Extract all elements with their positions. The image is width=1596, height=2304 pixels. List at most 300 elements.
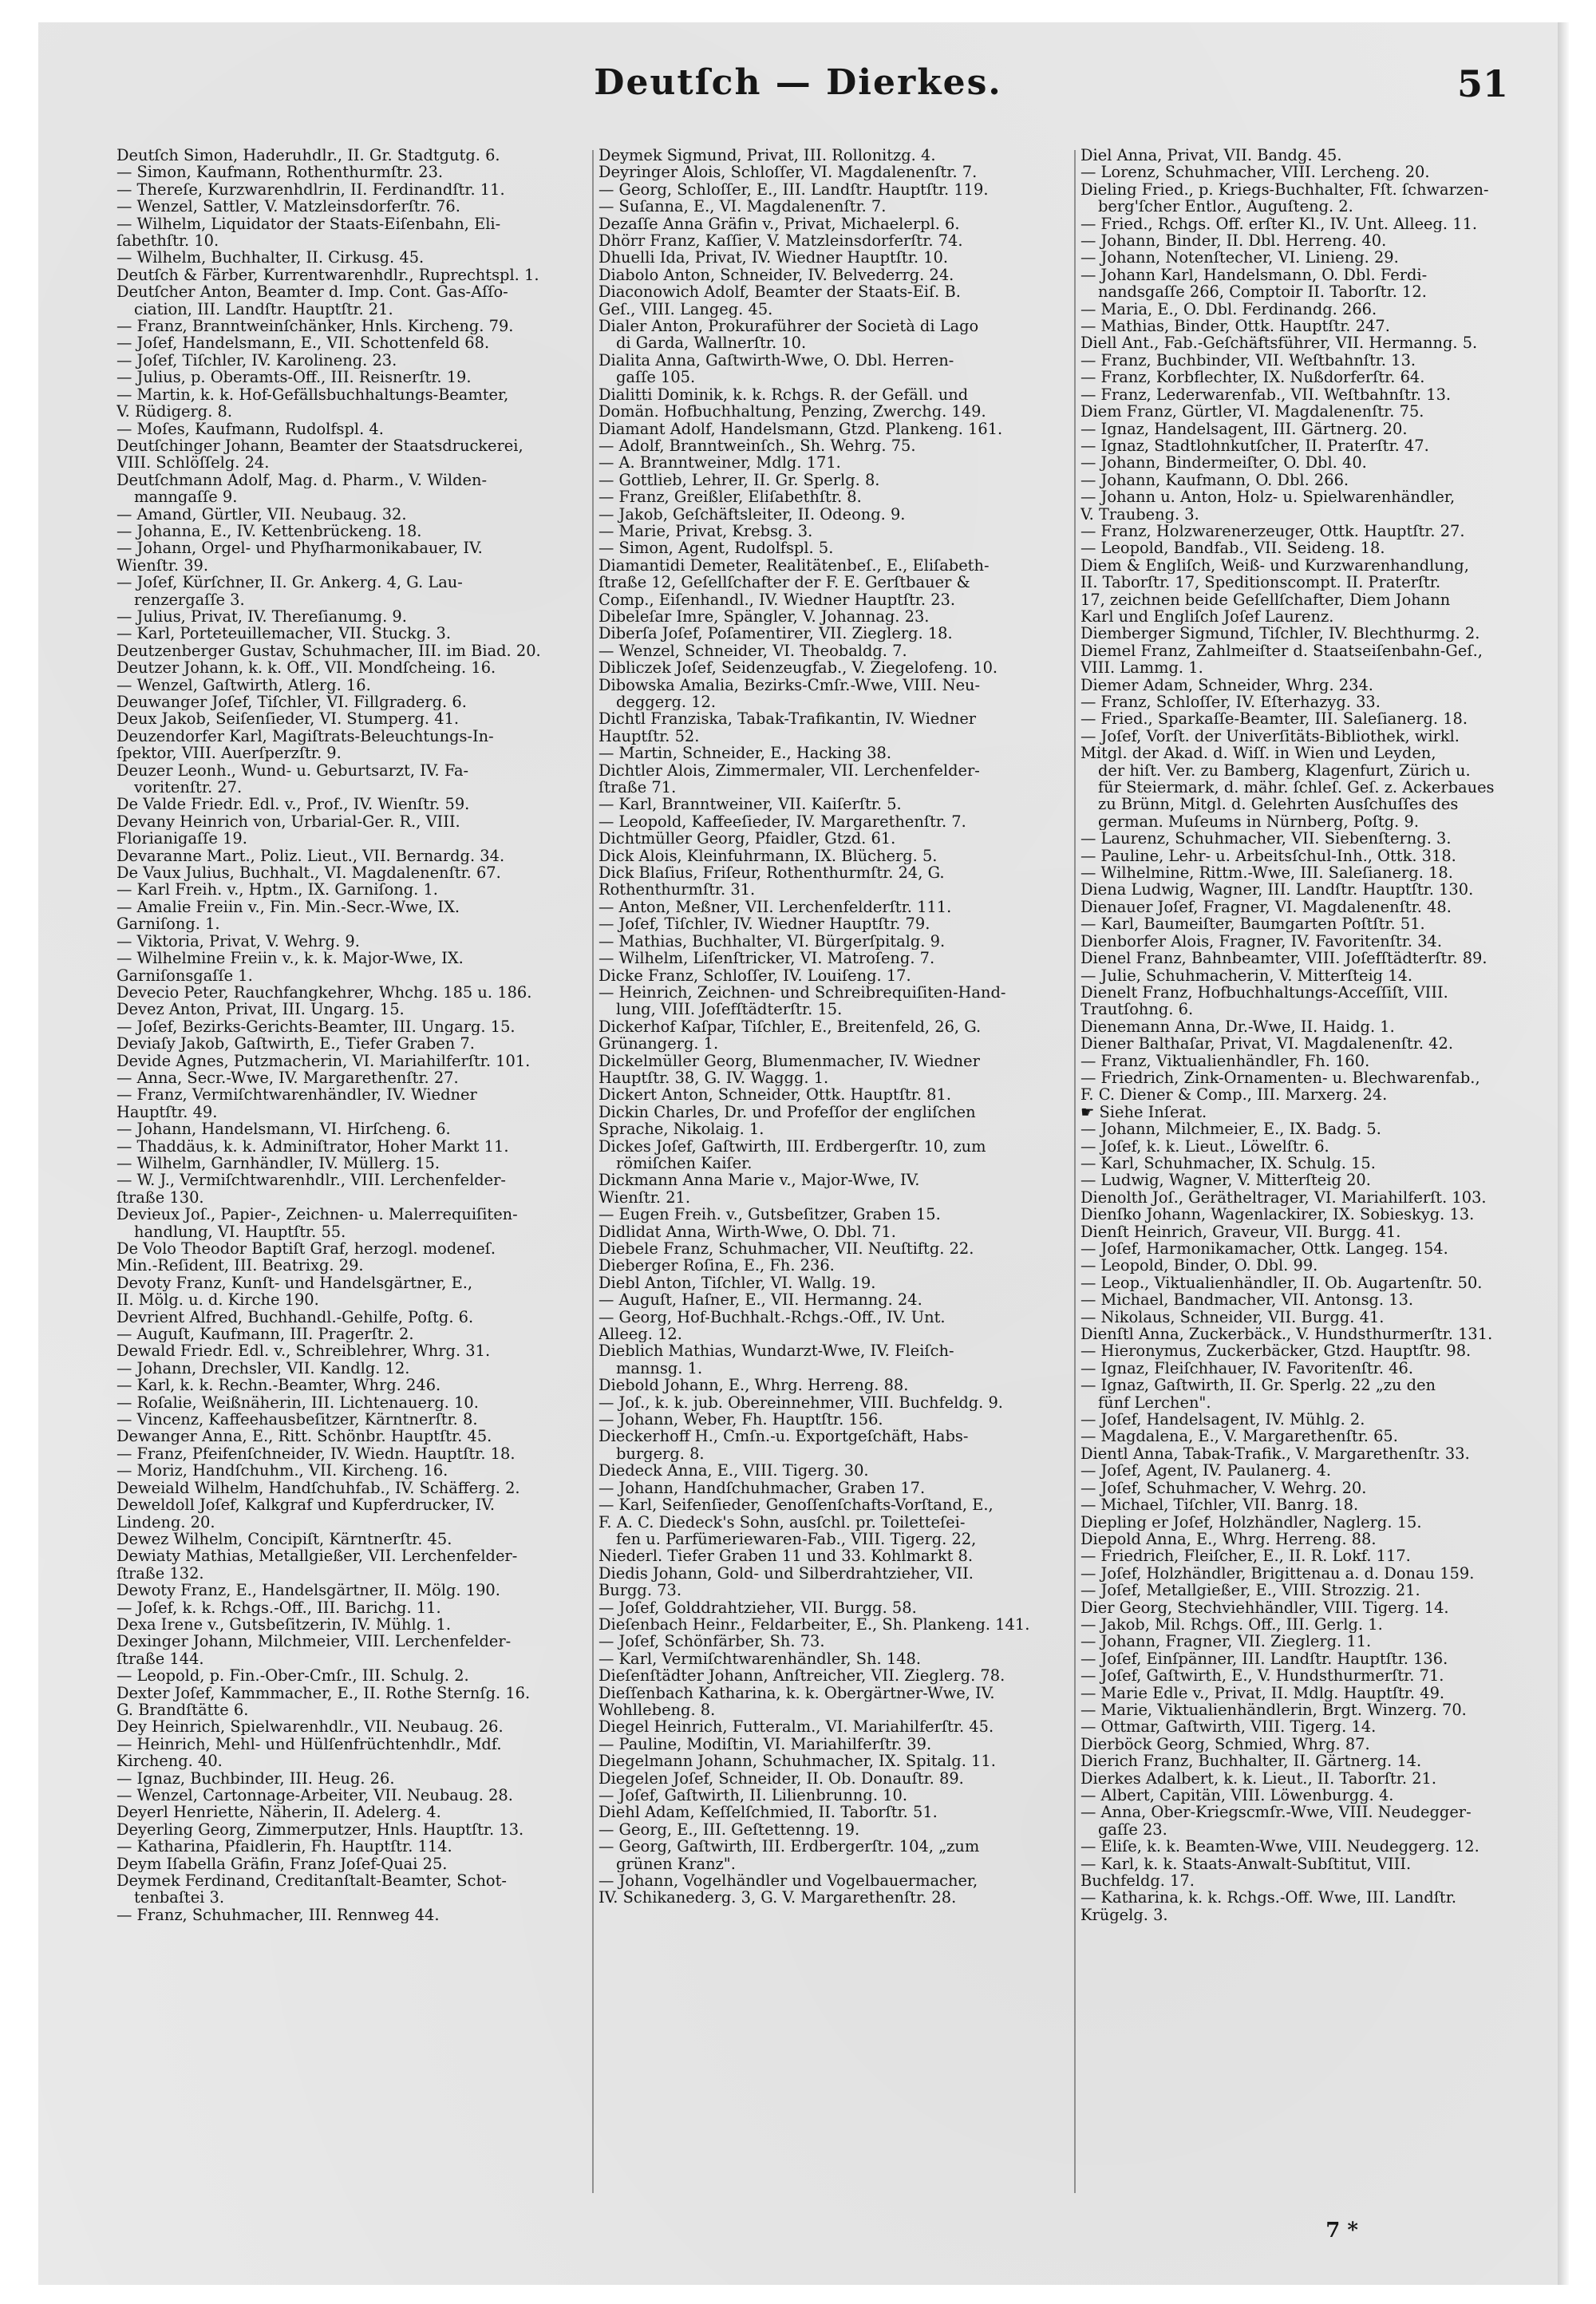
directory-line: Dienſko Johann, Wagenlackirer, IX. Sobieskyg. 13. bbox=[1080, 1206, 1475, 1223]
directory-line: — Friedrich, Zink-Ornamenten- u. Blechwarenfab., bbox=[1080, 1069, 1480, 1087]
directory-line: — Johann, Kaufmann, O. Dbl. 266. bbox=[1080, 471, 1349, 489]
directory-line: Diamant Adolf, Handelsmann, Gtzd. Plankeng. 161. bbox=[598, 420, 1003, 437]
directory-line: Dick Alois, Kleinfuhrmann, IX. Blücherg. 5. bbox=[598, 847, 938, 865]
directory-line: — Simon, Agent, Rudolfspl. 5. bbox=[598, 539, 834, 557]
directory-line: Dialita Anna, Gaſtwirth-Wwe, O. Dbl. Herren- bbox=[598, 351, 954, 370]
directory-line: Dewald Friedr. Edl. v., Schreiblehrer, Whrg. 31. bbox=[117, 1342, 491, 1360]
directory-line: — Ludwig, Wagner, V. Mitterſteig 20. bbox=[1080, 1172, 1371, 1189]
directory-line: II. Mölg. u. d. Kirche 190. bbox=[117, 1291, 319, 1309]
directory-line: Dickerhof Kaſpar, Tiſchler, E., Breitenfeld, 26, G. bbox=[598, 1018, 982, 1036]
directory-line: Dibeleſar Imre, Spängler, V. Johannag. 23. bbox=[598, 607, 930, 626]
directory-line: Domän. Hofbuchhaltung, Penzing, Zwerchg. 149. bbox=[598, 403, 986, 421]
directory-line: Dienauer Joſef, Fragner, VI. Magdalenenſtr. 48. bbox=[1080, 898, 1452, 916]
directory-line: Mitgl. der Akad. d. Wiſſ. in Wien und Leyden, bbox=[1080, 745, 1436, 762]
directory-line: — Marie Edle v., Privat, II. Mdlg. Hauptſtr. 49. bbox=[1080, 1684, 1445, 1701]
directory-line: — Amand, Gürtler, VII. Neubaug. 32. bbox=[117, 505, 407, 523]
directory-line: De Valde Friedr. Edl. v., Prof., IV. Wienſtr. 59. bbox=[117, 796, 470, 813]
directory-line: Diem Franz, Gürtler, VI. Magdalenenſtr. 75. bbox=[1080, 403, 1424, 421]
directory-line: Niederl. Tiefer Graben 11 und 33. Kohlmarkt 8. bbox=[598, 1547, 974, 1565]
directory-line: Deuzer Leonh., Wund- u. Geburtsarzt, IV. Fa- bbox=[117, 761, 469, 780]
directory-line: Krügelg. 3. bbox=[1080, 1906, 1168, 1924]
directory-line: — Michael, Tiſchler, VII. Banrg. 18. bbox=[1080, 1496, 1359, 1514]
directory-line: — Martin, Schneider, E., Hacking 38. bbox=[598, 745, 892, 762]
directory-line: — Joſef, k. k. Rchgs.-Off., III. Barichg. 11. bbox=[117, 1599, 441, 1616]
directory-line: — Franz, Vermiſchtwarenhändler, IV. Wiedner bbox=[117, 1086, 477, 1104]
directory-line: — Johann, Weber, Fh. Hauptſtr. 156. bbox=[598, 1411, 883, 1429]
directory-line: — Wilhelmine, Rittm.-Wwe, III. Saleſianerg. 18. bbox=[1080, 864, 1453, 882]
directory-line: der hiſt. Ver. zu Bamberg, Klagenfurt, Zürich u. bbox=[1098, 761, 1471, 780]
directory-line: — Julius, p. Oberamts-Off., III. Reisnerſtr. 19. bbox=[117, 369, 472, 386]
directory-line: — Joſef, Tiſchler, IV. Wiedner Hauptſtr. 79. bbox=[598, 915, 930, 933]
directory-line: tenbaſtei 3. bbox=[134, 1889, 225, 1907]
directory-line: — Michael, Bandmacher, VII. Antonsg. 13. bbox=[1080, 1291, 1414, 1309]
directory-line: — Joſef, Holzhändler, Brigittenau a. d. Donau 159. bbox=[1080, 1564, 1475, 1583]
directory-line: Diabolo Anton, Schneider, IV. Belvederrg. 24. bbox=[598, 266, 954, 284]
directory-line: — Franz, Buchbinder, VII. Weſtbahnſtr. 13. bbox=[1080, 351, 1416, 370]
directory-line: — Joſef, Handelsmann, E., VII. Schottenfeld 68. bbox=[117, 334, 490, 352]
directory-line: De Volo Theodor Baptiſt Graf, herzogl. modeneſ. bbox=[117, 1240, 496, 1258]
column-3 bbox=[1080, 147, 1550, 2198]
directory-line: Deym Iſabella Gräfin, Franz Joſef-Quai 25. bbox=[117, 1855, 448, 1873]
directory-line: Dieckerhoff H., Cmſn.-u. Exportgeſchäft, Habs- bbox=[598, 1428, 969, 1445]
directory-line: — Martin, k. k. Hof-Gefällsbuchhaltungs-Beamter, bbox=[117, 385, 509, 404]
directory-line: — Johann, Orgel- und Phyſharmonikabauer, IV. bbox=[117, 539, 483, 557]
directory-line: — Karl, Baumeiſter, Baumgarten Poſtſtr. 51. bbox=[1080, 915, 1425, 933]
directory-line: — Karl Freih. v., Hptm., IX. Garniſong. 1. bbox=[117, 881, 438, 899]
directory-line: — Georg, Schloſſer, E., III. Landſtr. Hauptſtr. 119. bbox=[598, 180, 989, 199]
directory-line: — Johann, Drechsler, VII. Kandlg. 12. bbox=[117, 1359, 410, 1377]
directory-line: — Moriz, Handſchuhm., VII. Kircheng. 16. bbox=[117, 1462, 448, 1480]
directory-line: — Joſef, Agent, IV. Paulanerg. 4. bbox=[1080, 1462, 1332, 1480]
directory-line: Devany Heinrich von, Urbarial-Ger. R., VIII. bbox=[117, 812, 460, 831]
directory-line: ſtraße 132. bbox=[117, 1564, 204, 1583]
directory-line: Wienſtr. 39. bbox=[117, 556, 209, 575]
directory-line: Kircheng. 40. bbox=[117, 1753, 223, 1770]
directory-line: Deuwanger Joſef, Tiſchler, VI. Fillgraderg. 6. bbox=[117, 694, 467, 711]
directory-line: — Karl, k. k. Rechn.-Beamter, Whrg. 246. bbox=[117, 1377, 441, 1394]
directory-line: — Ignaz, Gaſtwirth, II. Gr. Sperlg. 22 „zu den bbox=[1080, 1377, 1436, 1394]
directory-line: Deutzenberger Gustav, Schuhmacher, III. im Biad. 20. bbox=[117, 642, 541, 660]
directory-line: — Leop., Viktualienhändler, II. Ob. Augartenſtr. 50. bbox=[1080, 1274, 1483, 1292]
directory-line: — Wilhelm, Garnhändler, IV. Müllerg. 15. bbox=[117, 1154, 440, 1172]
directory-line: — Johann, Bindermeiſter, O. Dbl. 40. bbox=[1080, 454, 1367, 472]
directory-line: — Joſef, Bezirks-Gerichts-Beamter, III. Ungarg. 15. bbox=[117, 1018, 516, 1036]
directory-line: — Eliſe, k. k. Beamten-Wwe, VIII. Neudeggerg. 12. bbox=[1080, 1838, 1479, 1855]
directory-line: Dienſt Heinrich, Graveur, VII. Burgg. 41. bbox=[1080, 1223, 1401, 1240]
directory-line: — Magdalena, E., V. Margarethenſtr. 65. bbox=[1080, 1428, 1398, 1445]
directory-line: Diemberger Sigmund, Tiſchler, IV. Blechthurmg. 2. bbox=[1080, 625, 1480, 642]
directory-line: — Auguſt, Kaufmann, III. Pragerſtr. 2. bbox=[117, 1326, 414, 1343]
directory-line: V. Traubeng. 3. bbox=[1080, 505, 1199, 523]
directory-line: — Lorenz, Schuhmacher, VIII. Lercheng. 20. bbox=[1080, 164, 1430, 181]
directory-line: Diegel Heinrich, Futteralm., VI. Mariahilferſtr. 45. bbox=[598, 1718, 994, 1736]
directory-line: — Wenzel, Schneider, VI. Theobaldg. 7. bbox=[598, 642, 907, 660]
directory-line: F. A. C. Diedeck's Sohn, ausſchl. pr. Toiletteſei- bbox=[598, 1513, 966, 1531]
directory-line: Didlidat Anna, Wirth-Wwe, O. Dbl. 71. bbox=[598, 1223, 896, 1240]
directory-line: — Karl, Seifenſieder, Genoſſenſchafts-Vorſtand, E., bbox=[598, 1496, 994, 1514]
directory-line: Diepold Anna, E., Whrg. Herreng. 88. bbox=[1080, 1530, 1377, 1548]
directory-line: für Steiermark, d. mähr. ſchleſ. Geſ. z. Ackerbaues bbox=[1098, 779, 1495, 796]
directory-line: Diedeck Anna, E., VIII. Tigerg. 30. bbox=[598, 1462, 869, 1480]
directory-line: Diel Anna, Privat, VII. Bandg. 45. bbox=[1080, 147, 1342, 164]
columns bbox=[117, 147, 1545, 2198]
directory-line: Dey Heinrich, Spielwarenhdlr., VII. Neubaug. 26. bbox=[117, 1718, 504, 1736]
directory-line: — Franz, Lederwarenfab., VII. Weſtbahnſtr. 13. bbox=[1080, 385, 1452, 404]
directory-line: fünf Lerchen". bbox=[1098, 1393, 1211, 1412]
directory-line: Diebele Franz, Schuhmacher, VII. Neuſtiftg. 22. bbox=[598, 1240, 974, 1258]
directory-line: gaſſe 105. bbox=[616, 369, 696, 386]
directory-line: Dickert Anton, Schneider, Ottk. Hauptſtr. 81. bbox=[598, 1086, 951, 1104]
directory-line: Diaconowich Adolf, Beamter der Staats-Eiſ. B. bbox=[598, 283, 961, 301]
directory-line: — Nikolaus, Schneider, VII. Burgg. 41. bbox=[1080, 1308, 1385, 1326]
directory-line: — Wilhelm, Liquidator der Staats-Eiſenbahn, Eli- bbox=[117, 215, 501, 233]
directory-line: ſtraße 144. bbox=[117, 1650, 204, 1668]
directory-line: — Georg, E., III. Geſtettenng. 19. bbox=[598, 1820, 860, 1839]
directory-line: Dialitti Dominik, k. k. Rchgs. R. der Gefäll. und bbox=[598, 385, 969, 404]
directory-line: Dienel Franz, Bahnbeamter, VIII. Joſefſtädterſtr. 89. bbox=[1080, 950, 1487, 967]
directory-line: — Fried., Sparkaſſe-Beamter, III. Saleſianerg. 18. bbox=[1080, 710, 1468, 728]
directory-line: Dierböck Georg, Schmied, Whrg. 87. bbox=[1080, 1735, 1370, 1753]
directory-line: Min.-Reſident, III. Beatrixg. 29. bbox=[117, 1257, 364, 1275]
directory-line: Deviaſy Jakob, Gaſtwirth, E., Tiefer Graben 7. bbox=[117, 1035, 475, 1053]
directory-line: — Ignaz, Fleiſchhauer, IV. Favoritenſtr. 46. bbox=[1080, 1359, 1413, 1377]
directory-line: — Laurenz, Schuhmacher, VII. Siebenſterng. 3. bbox=[1080, 830, 1452, 848]
directory-line: Deyerling Georg, Zimmerputzer, Hnls. Hauptſtr. 13. bbox=[117, 1820, 524, 1839]
directory-line: Dexter Joſef, Kammmacher, E., II. Rothe Sternſg. 16. bbox=[117, 1684, 531, 1701]
directory-line: Deymek Ferdinand, Creditanſtalt-Beamter, Schot- bbox=[117, 1872, 507, 1890]
directory-line: — Leopold, Kaffeeſieder, IV. Margarethenſtr. 7. bbox=[598, 812, 966, 831]
directory-line: — Franz, Korbflechter, IX. Nußdorferſtr. 64. bbox=[1080, 369, 1425, 386]
directory-line: Florianigaſſe 19. bbox=[117, 830, 247, 848]
directory-line: Deutſch Simon, Haderuhdlr., II. Gr. Stadtgutg. 6. bbox=[117, 147, 500, 164]
directory-line: Devez Anton, Privat, III. Ungarg. 15. bbox=[117, 1001, 405, 1018]
directory-line: — Joſef, Schönfärber, Sh. 73. bbox=[598, 1633, 825, 1650]
directory-line: deggerg. 12. bbox=[616, 694, 717, 711]
directory-line: Dienemann Anna, Dr.-Wwe, II. Haidg. 1. bbox=[1080, 1018, 1395, 1036]
directory-line: Grünangerg. 1. bbox=[598, 1035, 719, 1053]
column-2 bbox=[598, 147, 1068, 2198]
directory-line: — Wenzel, Cartonnage-Arbeiter, VII. Neubaug. 28. bbox=[117, 1787, 513, 1804]
directory-line: Diepling er Joſef, Holzhändler, Naglerg. 15. bbox=[1080, 1513, 1422, 1531]
directory-line: nandsgaſſe 266, Comptoir II. Taborſtr. 12. bbox=[1098, 283, 1427, 301]
directory-line: manngaſſe 9. bbox=[134, 488, 238, 506]
directory-line: — Jakob, Mil. Rchgs. Off., III. Gerlg. 1. bbox=[1080, 1615, 1383, 1634]
directory-line: ſtraße 130. bbox=[117, 1188, 204, 1207]
directory-line: Dienborfer Alois, Fragner, IV. Favoritenſtr. 34. bbox=[1080, 932, 1443, 950]
directory-line: fen u. Parfümeriewaren-Fab., VIII. Tigerg. 22, bbox=[616, 1530, 977, 1548]
directory-line: — Thereſe, Kurzwarenhdlrin, II. Ferdinandſtr. 11. bbox=[117, 180, 505, 199]
directory-line: — Johann, Handſchuhmacher, Graben 17. bbox=[598, 1479, 926, 1497]
directory-line: Deyringer Alois, Schloſſer, VI. Magdalenenſtr. 7. bbox=[598, 164, 978, 181]
directory-line: Dhuelli Ida, Privat, IV. Wiedner Hauptſtr. 10. bbox=[598, 249, 948, 267]
directory-line: — Vincenz, Kaffeehausbeſitzer, Kärntnerſtr. 8. bbox=[117, 1411, 478, 1429]
directory-line: — Heinrich, Zeichnen- und Schreibrequiſiten-Hand- bbox=[598, 983, 1006, 1002]
directory-line: — Fried., Rchgs. Off. erſter Kl., IV. Unt. Alleeg. 11. bbox=[1080, 215, 1478, 233]
directory-line: Trautſohng. 6. bbox=[1080, 1001, 1194, 1018]
directory-line: Deutſch & Färber, Kurrentwarenhdlr., Ruprechtspl. 1. bbox=[117, 266, 539, 284]
directory-line: Dick Blaſius, Friſeur, Rothenthurmſtr. 24, G. bbox=[598, 864, 945, 882]
directory-line: — Pauline, Lehr- u. Arbeitsſchul-Inh., Ottk. 318. bbox=[1080, 847, 1456, 865]
directory-line: — Eugen Freih. v., Gutsbeſitzer, Graben 15. bbox=[598, 1206, 941, 1223]
directory-line: — Anton, Meßner, VII. Lerchenfelderſtr. 111. bbox=[598, 898, 952, 916]
directory-line: Dexinger Johann, Milchmeier, VIII. Lerchenfelder- bbox=[117, 1633, 512, 1650]
directory-line: — Simon, Kaufmann, Rothenthurmſtr. 23. bbox=[117, 164, 444, 181]
directory-line: Deutſcher Anton, Beamter d. Imp. Cont. Gas-Aſſo- bbox=[117, 283, 508, 301]
directory-line: — Johann, Notenſtecher, VI. Linieng. 29. bbox=[1080, 249, 1399, 267]
directory-line: Burgg. 73. bbox=[598, 1582, 681, 1599]
directory-line: Dieblich Mathias, Wundarzt-Wwe, IV. Fleiſch- bbox=[598, 1342, 954, 1360]
directory-line: ☛ Siehe Inſerat. bbox=[1080, 1103, 1207, 1121]
directory-line: — Joſef, Handelsagent, IV. Mühlg. 2. bbox=[1080, 1411, 1365, 1429]
directory-line: — Wenzel, Sattler, V. Matzleinsdorferſtr. 76. bbox=[117, 198, 460, 215]
directory-line: Diebold Johann, E., Whrg. Herreng. 88. bbox=[598, 1377, 909, 1394]
directory-line: Devieux Joſ., Papier-, Zeichnen- u. Malerrequiſiten- bbox=[117, 1206, 518, 1223]
directory-line: — A. Branntweiner, Mdlg. 171. bbox=[598, 454, 841, 472]
directory-line: Garniſong. 1. bbox=[117, 915, 220, 933]
directory-line: ſpektor, VIII. Auerſperzſtr. 9. bbox=[117, 745, 342, 762]
directory-line: Dieſenſtädter Johann, Anſtreicher, VII. Zieglerg. 78. bbox=[598, 1667, 1005, 1685]
signature-mark: 7 * bbox=[1325, 2219, 1358, 2243]
directory-line: — Karl, k. k. Staats-Anwalt-Subſtitut, VIII. bbox=[1080, 1855, 1412, 1873]
directory-line: — Joſef, Vorſt. der Univerſitäts-Bibliothek, wirkl. bbox=[1080, 727, 1460, 745]
directory-line: — Leopold, Binder, O. Dbl. 99. bbox=[1080, 1257, 1318, 1275]
directory-line: — Katharina, Pfaidlerin, Fh. Hauptſtr. 114. bbox=[117, 1838, 452, 1855]
directory-line: Devoty Franz, Kunſt- und Handelsgärtner, E., bbox=[117, 1274, 473, 1292]
directory-line: Dichtl Franziska, Tabak-Trafikantin, IV. Wiedner bbox=[598, 710, 977, 728]
directory-line: VIII. Schlöſſelg. 24. bbox=[117, 454, 270, 472]
directory-line: Deweiald Wilhelm, Handſchuhfab., IV. Schäfferg. 2. bbox=[117, 1479, 520, 1497]
directory-line: — Julius, Privat, IV. Thereſianumg. 9. bbox=[117, 607, 407, 626]
directory-line: mannsg. 1. bbox=[616, 1359, 703, 1377]
directory-line: — Mathias, Buchhalter, VI. Bürgerſpitalg. 9. bbox=[598, 932, 946, 950]
directory-line: — Karl, Schuhmacher, IX. Schulg. 15. bbox=[1080, 1154, 1376, 1172]
directory-line: Diegelmann Johann, Schuhmacher, IX. Spitalg. 11. bbox=[598, 1753, 996, 1770]
directory-line: — Joſef, Metallgießer, E., VIII. Strozzig. 21. bbox=[1080, 1582, 1420, 1599]
directory-line: lung, VIII. Joſefſtädterſtr. 15. bbox=[616, 1001, 843, 1018]
directory-line: Dierich Franz, Buchhalter, II. Gärtnerg. 14. bbox=[1080, 1753, 1422, 1770]
directory-line: — Johann Karl, Handelsmann, O. Dbl. Ferdi- bbox=[1080, 266, 1428, 284]
directory-line: Dewez Wilhelm, Concipiſt, Kärntnerſtr. 45. bbox=[117, 1530, 452, 1548]
directory-line: Dichtler Alois, Zimmermaler, VII. Lerchenfelder- bbox=[598, 761, 980, 780]
directory-line: handlung, VI. Hauptſtr. 55. bbox=[134, 1223, 346, 1240]
directory-line: Diedis Johann, Gold- und Silberdrahtzieher, VII. bbox=[598, 1564, 974, 1583]
directory-line: — Franz, Branntweinſchänker, Hnls. Kircheng. 79. bbox=[117, 318, 514, 335]
directory-line: Diemel Franz, Zahlmeiſter d. Staatseiſenbahn-Geſ., bbox=[1080, 642, 1483, 660]
directory-line: — Leopold, p. Fin.-Ober-Cmſr., III. Schulg. 2. bbox=[117, 1667, 469, 1685]
directory-line: Dibliczek Joſef, Seidenzeugfab., V. Ziegelofeng. 10. bbox=[598, 659, 998, 677]
directory-line: — Julie, Schuhmacherin, V. Mitterſteig 14. bbox=[1080, 966, 1413, 984]
directory-line: Dewiaty Mathias, Metallgießer, VII. Lerchenfelder- bbox=[117, 1547, 518, 1565]
directory-line: Dienſtl Anna, Zuckerbäck., V. Hundsthurmerſtr. 131. bbox=[1080, 1326, 1493, 1343]
directory-line: Dieling Fried., p. Kriegs-Buchhalter, Fſt. ſchwarzen- bbox=[1080, 180, 1489, 199]
directory-line: Dewanger Anna, E., Ritt. Schönbr. Hauptſtr. 45. bbox=[117, 1428, 492, 1445]
directory-line: II. Taborſtr. 17, Speditionscompt. II. Praterſtr. bbox=[1080, 574, 1441, 591]
directory-line: — Friedrich, Fleiſcher, E., II. R. Lokf. 117. bbox=[1080, 1547, 1411, 1565]
directory-line: — Franz, Schuhmacher, III. Rennweg 44. bbox=[117, 1906, 440, 1924]
directory-line: burgerg. 8. bbox=[616, 1444, 705, 1463]
directory-line: Alleeg. 12. bbox=[598, 1326, 682, 1343]
directory-line: Dier Georg, Stechviehhändler, VIII. Tigerg. 14. bbox=[1080, 1599, 1449, 1616]
directory-line: — Karl, Branntweiner, VII. Kaiſerſtr. 5. bbox=[598, 796, 902, 813]
directory-line: — Auguſt, Haſner, E., VII. Hermanng. 24. bbox=[598, 1291, 922, 1309]
directory-line: — Joſef, Gaſtwirth, II. Lilienbrunng. 10. bbox=[598, 1787, 907, 1804]
directory-line: grünen Kranz". bbox=[616, 1855, 736, 1873]
page-header bbox=[38, 62, 1558, 126]
directory-line: Devide Agnes, Putzmacherin, VI. Mariahilferſtr. 101. bbox=[117, 1052, 531, 1069]
running-title: Deutſch — Dierkes. bbox=[594, 62, 1002, 103]
directory-line: De Vaux Julius, Buchhalt., VI. Magdalenenſtr. 67. bbox=[117, 864, 501, 882]
directory-line: — Joſef, Tiſchler, IV. Karolineng. 23. bbox=[117, 351, 397, 370]
directory-line: — Franz, Greißler, Eliſabethſtr. 8. bbox=[598, 488, 862, 506]
directory-line: Dichtmüller Georg, Pfaidler, Gtzd. 61. bbox=[598, 830, 896, 848]
directory-line: Buchfeldg. 17. bbox=[1080, 1872, 1195, 1890]
directory-line: Diebl Anton, Tiſchler, VI. Wallg. 19. bbox=[598, 1274, 876, 1292]
directory-line: gaſſe 23. bbox=[1098, 1820, 1167, 1839]
directory-line: — Suſanna, E., VI. Magdalenenſtr. 7. bbox=[598, 198, 887, 215]
directory-line: — Karl, Porteteuillemacher, VII. Stuckg. 3. bbox=[117, 625, 452, 642]
directory-line: Diehl Adam, Keſſelſchmied, II. Taborſtr. 51. bbox=[598, 1804, 938, 1821]
directory-line: Dierkes Adalbert, k. k. Lieut., II. Taborſtr. 21. bbox=[1080, 1769, 1437, 1787]
directory-line: — Johann, Vogelhändler und Vogelbauermacher, bbox=[598, 1872, 978, 1890]
directory-line: Deyerl Henriette, Näherin, II. Adelerg. 4. bbox=[117, 1804, 441, 1821]
directory-line: Deutzer Johann, k. k. Off., VII. Mondſcheing. 16. bbox=[117, 659, 496, 677]
directory-line: — W. J., Vermiſchtwarenhdlr., VIII. Lerchenfelder- bbox=[117, 1172, 506, 1189]
directory-line: berg'ſcher Entlor., Auguſteng. 2. bbox=[1098, 198, 1353, 215]
directory-line: Diell Ant., Fab.-Geſchäftsführer, VII. Hermanng. 5. bbox=[1080, 334, 1478, 352]
column-1 bbox=[117, 147, 586, 2198]
directory-line: Dexa Irene v., Gutsbeſitzerin, IV. Mühlg. 1. bbox=[117, 1615, 451, 1634]
directory-line: G. Brandſtätte 6. bbox=[117, 1701, 249, 1719]
directory-line: — Gottlieb, Lehrer, II. Gr. Sperlg. 8. bbox=[598, 471, 880, 489]
directory-line: — Karl, Vermiſchtwarenhändler, Sh. 148. bbox=[598, 1650, 922, 1668]
directory-line: — Ignaz, Stadtlohnkutſcher, II. Praterſtr. 47. bbox=[1080, 437, 1429, 455]
directory-line: — Leopold, Bandfab., VII. Seideng. 18. bbox=[1080, 539, 1385, 557]
directory-line: — Ignaz, Handelsagent, III. Gärtnerg. 20. bbox=[1080, 420, 1408, 437]
directory-line: — Franz, Pfeifenſchneider, IV. Wiedn. Hauptſtr. 18. bbox=[117, 1444, 516, 1463]
directory-line: Diberſa Joſef, Poſamentirer, VII. Zieglerg. 18. bbox=[598, 625, 953, 642]
directory-line: zu Brünn, Mitgl. d. Gelehrten Ausſchuſſes des bbox=[1098, 796, 1459, 813]
directory-line: Devaranne Mart., Poliz. Lieut., VII. Bernardg. 34. bbox=[117, 847, 505, 865]
directory-line: — Marie, Viktualienhändlerin, Brgt. Winzerg. 70. bbox=[1080, 1701, 1467, 1719]
directory-line: Garniſonsgaſſe 1. bbox=[117, 966, 253, 984]
directory-line: Dienolth Joſ., Gerätheltrager, VI. Mariahilferſt. 103. bbox=[1080, 1188, 1487, 1207]
directory-line: — Hieronymus, Zuckerbäcker, Gtzd. Hauptſtr. 98. bbox=[1080, 1342, 1472, 1360]
directory-line: Dickelmüller Georg, Blumenmacher, IV. Wiedner bbox=[598, 1052, 980, 1069]
directory-line: V. Rüdigerg. 8. bbox=[117, 403, 233, 421]
directory-line: Lindeng. 20. bbox=[117, 1513, 215, 1531]
directory-line: Geſ., VIII. Langeg. 45. bbox=[598, 300, 773, 318]
directory-line: — Wilhelm, Liſenſtricker, VI. Matroſeng. 7. bbox=[598, 950, 935, 967]
directory-line: Deux Jakob, Seiſenſieder, VI. Stumperg. 41. bbox=[117, 710, 460, 728]
directory-line: Dickmann Anna Marie v., Major-Wwe, IV. bbox=[598, 1172, 920, 1189]
directory-line: — Georg, Hof-Buchhalt.-Rchgs.-Off., IV. Unt. bbox=[598, 1308, 946, 1326]
directory-line: Sprache, Nikolaig. 1. bbox=[598, 1120, 764, 1138]
directory-page bbox=[38, 22, 1558, 2285]
directory-line: Diener Balthaſar, Privat, VI. Magdalenenſtr. 42. bbox=[1080, 1035, 1454, 1053]
column-divider bbox=[592, 150, 594, 2193]
directory-line: VIII. Lammg. 1. bbox=[1080, 659, 1203, 677]
directory-line: di Garda, Wallnerſtr. 10. bbox=[616, 334, 807, 352]
directory-line: Deuzendorfer Karl, Magiſtrats-Beleuchtungs-In- bbox=[117, 727, 494, 745]
directory-line: — Anna, Secr.-Wwe, IV. Margarethenſtr. 27. bbox=[117, 1069, 459, 1087]
directory-line: — Ottmar, Gaſtwirth, VIII. Tigerg. 14. bbox=[1080, 1718, 1377, 1736]
directory-line: Dieſenbach Heinr., Feldarbeiter, E., Sh. Plankeng. 141. bbox=[598, 1615, 1030, 1634]
directory-line: Rothenthurmſtr. 31. bbox=[598, 881, 756, 899]
directory-line: Devecio Peter, Rauchfangkehrer, Whchg. 185 u. 186. bbox=[117, 983, 532, 1002]
directory-line: — Wenzel, Gaſtwirth, Atlerg. 16. bbox=[117, 676, 371, 694]
directory-line: — Maria, E., O. Dbl. Ferdinandg. 266. bbox=[1080, 300, 1377, 318]
directory-line: — Anna, Ober-Kriegscmſr.-Wwe, VIII. Neudegger- bbox=[1080, 1804, 1472, 1821]
directory-line: Hauptſtr. 52. bbox=[598, 727, 700, 745]
directory-line: Dienelt Franz, Hofbuchhaltungs-Acceſſiſt, VIII. bbox=[1080, 983, 1448, 1002]
directory-line: — Joſef, Einſpänner, III. Landſtr. Hauptſtr. 136. bbox=[1080, 1650, 1448, 1668]
directory-line: ciation, III. Landſtr. Hauptſtr. 21. bbox=[134, 300, 393, 318]
directory-line: Diegelen Joſef, Schneider, II. Ob. Donauſtr. 89. bbox=[598, 1769, 964, 1787]
directory-line: — Johann u. Anton, Holz- u. Spielwarenhändler, bbox=[1080, 488, 1456, 506]
directory-line: — Joſef, k. k. Lieut., Löwelſtr. 6. bbox=[1080, 1137, 1329, 1155]
directory-line: — Georg, Gaſtwirth, III. Erdbergerſtr. 104, „zum bbox=[598, 1838, 980, 1855]
directory-line: — Joſef, Gaſtwirth, E., V. Hundsthurmerſtr. 71. bbox=[1080, 1667, 1444, 1685]
directory-line: — Pauline, Modiſtin, VI. Mariahilferſtr. 39. bbox=[598, 1735, 932, 1753]
directory-line: Dezaſſe Anna Gräfin v., Privat, Michaelerpl. 6. bbox=[598, 215, 960, 233]
directory-line: Hauptſtr. 49. bbox=[117, 1103, 218, 1121]
directory-line: — Johann, Milchmeier, E., IX. Badg. 5. bbox=[1080, 1120, 1381, 1138]
directory-line: — Wilhelm, Buchhalter, II. Cirkusg. 45. bbox=[117, 249, 425, 267]
directory-line: Dieſſenbach Katharina, k. k. Obergärtner-Wwe, IV. bbox=[598, 1684, 995, 1701]
directory-line: Dicke Franz, Schloſſer, IV. Louiſeng. 17. bbox=[598, 966, 911, 984]
directory-line: IV. Schikanederg. 3, G. V. Margarethenſtr. 28. bbox=[598, 1889, 957, 1907]
directory-line: — Franz, Holzwarenerzeuger, Ottk. Hauptſtr. 27. bbox=[1080, 522, 1465, 540]
directory-line: german. Muſeums in Nürnberg, Poſtg. 9. bbox=[1098, 812, 1420, 831]
directory-line: Dibowska Amalia, Bezirks-Cmſr.-Wwe, VIII. Neu- bbox=[598, 676, 981, 694]
directory-line: Karl und Engliſch Joſef Laurenz. bbox=[1080, 607, 1334, 626]
directory-line: Deymek Sigmund, Privat, III. Rollonitzg. 4. bbox=[598, 147, 936, 164]
directory-line: — Mathias, Binder, Ottk. Hauptſtr. 247. bbox=[1080, 318, 1390, 335]
directory-line: — Amalie Freiin v., Fin. Min.-Secr.-Wwe, IX. bbox=[117, 898, 460, 916]
directory-line: Dieberger Roſina, E., Fh. 236. bbox=[598, 1257, 835, 1275]
directory-line: Hauptſtr. 38, G. IV. Waggg. 1. bbox=[598, 1069, 829, 1087]
directory-line: renzergaſſe 3. bbox=[134, 591, 245, 608]
directory-line: — Johanna, E., IV. Kettenbrückeng. 18. bbox=[117, 522, 422, 540]
directory-line: ſabethſtr. 10. bbox=[117, 232, 219, 250]
directory-line: Diena Ludwig, Wagner, III. Landſtr. Hauptſtr. 130. bbox=[1080, 881, 1474, 899]
directory-line: Dickin Charles, Dr. und Profeſſor der engliſchen bbox=[598, 1103, 976, 1121]
directory-line: — Roſalie, Weißnäherin, III. Lichtenauerg. 10. bbox=[117, 1393, 479, 1412]
directory-line: Dialer Anton, Prokuraführer der Società di Lago bbox=[598, 318, 979, 335]
directory-line: ſtraße 12, Geſellſchafter der F. E. Gerſtbauer & bbox=[598, 574, 970, 591]
directory-line: Diamantidi Demeter, Realitätenbeſ., E., Eliſabeth- bbox=[598, 556, 990, 575]
directory-line: — Joſef, Kürſchner, II. Gr. Ankerg. 4, G. Lau- bbox=[117, 574, 463, 591]
page-number: 51 bbox=[1456, 62, 1508, 105]
column-divider bbox=[1074, 150, 1076, 2193]
directory-line: Deutſchinger Johann, Beamter der Staatsdruckerei, bbox=[117, 437, 523, 455]
directory-line: Dientl Anna, Tabak-Trafik., V. Margarethenſtr. 33. bbox=[1080, 1444, 1470, 1463]
directory-line: — Viktoria, Privat, V. Wehrg. 9. bbox=[117, 932, 360, 950]
directory-line: — Joſef, Harmonikamacher, Ottk. Langeg. 154. bbox=[1080, 1240, 1448, 1258]
directory-line: — Franz, Viktualienhändler, Fh. 160. bbox=[1080, 1052, 1370, 1069]
directory-line: Dhörr Franz, Kaſſier, V. Matzleinsdorferſtr. 74. bbox=[598, 232, 963, 250]
directory-line: — Wilhelmine Freiin v., k. k. Major-Wwe, IX. bbox=[117, 950, 464, 967]
directory-line: — Joſef, Schuhmacher, V. Wehrg. 20. bbox=[1080, 1479, 1367, 1497]
directory-line: voritenſtr. 27. bbox=[134, 779, 243, 796]
directory-line: Deutſchmann Adolf, Mag. d. Pharm., V. Wilden- bbox=[117, 471, 488, 489]
directory-line: — Thaddäus, k. k. Adminiſtrator, Hoher Markt 11. bbox=[117, 1137, 509, 1155]
directory-line: — Moſes, Kaufmann, Rudolfspl. 4. bbox=[117, 420, 384, 437]
directory-line: — Johann, Fragner, VII. Zieglerg. 11. bbox=[1080, 1633, 1372, 1650]
directory-line: — Jakob, Geſchäftsleiter, II. Odeong. 9. bbox=[598, 505, 906, 523]
directory-line: Dewoty Franz, E., Handelsgärtner, II. Mölg. 190. bbox=[117, 1582, 500, 1599]
directory-line: Deweldoll Joſef, Kalkgraf und Kupferdrucker, IV. bbox=[117, 1496, 496, 1514]
